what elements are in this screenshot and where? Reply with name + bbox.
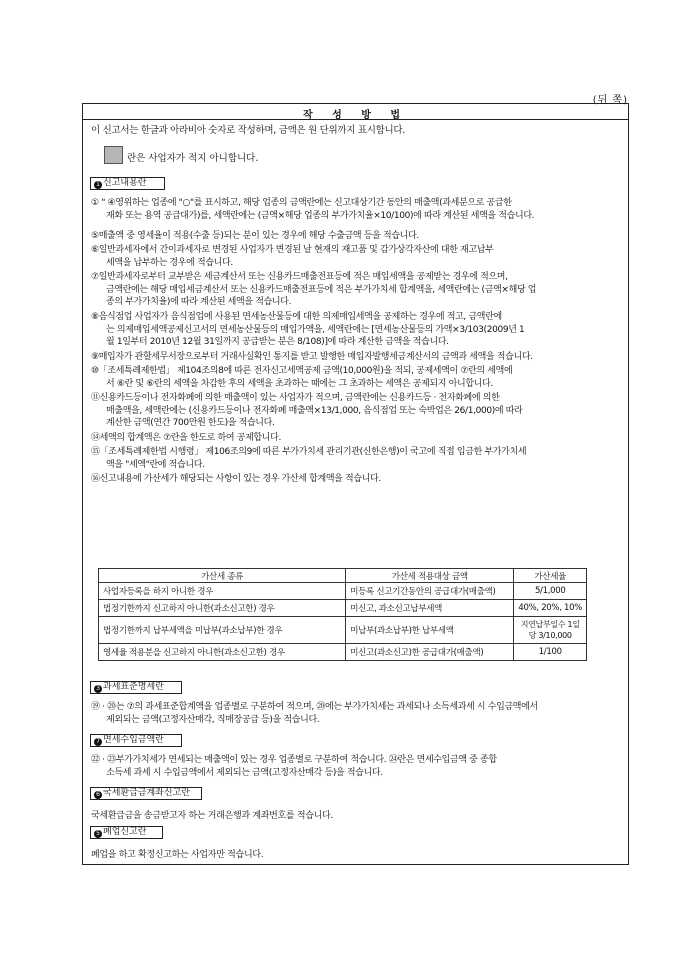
intro-text: 이 신고서는 한글과 아라비아 숫자로 작성하며, 금액은 원 단위까지 표시합니다.: [91, 125, 405, 136]
table-header: 가산세 종류: [99, 569, 346, 583]
table-header-row: [99, 569, 587, 583]
section-label: 국세환급금계좌신고란: [103, 788, 190, 798]
penalty-table: [98, 568, 587, 661]
list-item: ⑨매입자가 관할세무서장으로부터 거래사실확인 통지를 받고 발행한 매입자발행세금계산서의 금액과 세액을 적습니다.: [91, 352, 533, 362]
table-cell: 법정기한까지 신고하지 아니한(과소신고한) 경우: [99, 600, 346, 617]
table-cell: 지연납부일수 1일당 3/10,000: [514, 617, 587, 644]
table-cell: 미납부(과소납부)한 납부세액: [346, 617, 514, 644]
list-item: ⑪신용카드등이나 전자화폐에 의한 매출액이 있는 사업자가 적으며, 금액란에는 신용카드등 · 전자화폐에 의한 매출액을, 세액란에는 (신용카드등이나 전자화폐 매출액×13/1,000, 음식점업 또는 숙박업은 26/1,000)에 따라 계산한 금액(연간 700만원 한도)을 적습니다.: [91, 393, 523, 428]
table-cell: 법정기한까지 납부세액을 미납부(과소납부)한 경우: [99, 617, 346, 644]
table-header: 가산세율: [514, 569, 587, 583]
list-item: ⑤매출액 중 영세율이 적용(수출 등)되는 분이 있는 경우에 해당 수출금액 등을 적습니다.: [91, 231, 419, 241]
table-cell: 영세율 적용분을 신고하지 아니한(과소신고한) 경우: [99, 644, 346, 661]
list-item: ⑦일반과세자로부터 교부받은 세금계산서 또는 신용카드매출전표등에 적은 매입세액을 공제받는 경우에 적으며, 금액란에는 해당 매입세금계산서 또는 신용카드매출전표등에 적은 부가가치세 합계액을, 세액란에는 (금액×해당 업 종의 부가가치율)에 따라 계산된 세액을 적습니다.: [91, 272, 537, 307]
page-side-marker: (뒤 쪽): [592, 95, 628, 106]
section-label: 폐업신고란: [103, 827, 147, 837]
list-item: ① " ④영위하는 업종에 "○"를 표시하고, 해당 업종의 금액란에는 신고대상기간 동안의 매출액(과세분으로 공급한 재화 또는 용역 공급대가)를, 세액란에는 (금액×해당 업종의 부가가치율×10/100)에 따라 계산된 세액을 적습니다.: [91, 198, 535, 221]
list-item: ⑩「조세특례제한법」 제104조의8에 따른 전자신고세액공제 금액(10,000원)을 적되, 공제세액이 ⑦란의 세액에 서 ⑥란 및 ⑥란의 세액을 차감한 후의 세액을 초과하는 때에는 그 초과하는 세액은 공제되지 아니합니다.: [91, 366, 513, 389]
section-header-tax-base: [90, 681, 182, 694]
section-label: 과세표준명세란: [103, 682, 164, 692]
section-header-refund-account: [90, 787, 202, 800]
section-number-icon: 1: [94, 181, 102, 189]
list-item: ⑧음식점업 사업자가 음식점업에 사용된 면세농산물등에 대한 의제매입세액을 공제하는 경우에 적고, 금액란에 는 의제매입세액공제신고서의 면세농산물등의 매입가액을, 세액란에는 [면세농산물등의 가액×3/103(2009년 1 월 1일부터 2010년 12월 31일까지 공급받는 분은 8/108)]에 따라 계산한 금액을 적습니다.: [91, 312, 525, 347]
shaded-field-swatch: [104, 146, 123, 164]
table-cell: 미신고, 과소신고납부세액: [346, 600, 514, 617]
section-header-declaration: [90, 177, 165, 190]
table-cell: 1/100: [514, 644, 587, 661]
list-item: ⑥일반과세자에서 간이과세자로 변경된 사업자가 변경된 날 현재의 재고품 및 감가상각자산에 대한 재고납부 세액을 납부하는 경우에 적습니다.: [91, 245, 494, 268]
section-text-refund-account: 국세환급금을 송금받고자 하는 거래은행과 계좌번호를 적습니다.: [91, 811, 334, 821]
section-header-closure: [90, 826, 163, 839]
section-number-icon: 5: [94, 830, 102, 838]
table-cell: 40%, 20%, 10%: [514, 600, 587, 617]
table-header: 가산세 적용대상 금액: [346, 569, 514, 583]
table-cell: 미신고(과소신고)한 공급대가(매출액): [346, 644, 514, 661]
page-title: 작 성 방 법: [302, 110, 409, 121]
table-row: [99, 617, 587, 644]
section-header-exempt-income: [90, 734, 182, 747]
section-text-tax-base: ⑲ · ⑳는 ⑦의 과세표준합계액을 업종별로 구분하여 적으며, ⑳에는 부가가치세는 과세되나 소득세과세 시 수입금액에서 제외되는 금액(고정자산매각, 직매장공급 등)을 적습니다.: [91, 702, 538, 725]
list-item: ⑯신고내용에 가산세가 해당되는 사항이 있는 경우 가산세 합계액을 적습니다.: [91, 474, 381, 484]
table-cell: 사업자등록을 하지 아니한 경우: [99, 583, 346, 600]
list-item: ⑭세액의 합계액은 ⑦란을 한도로 하여 공제합니다.: [91, 433, 281, 443]
list-item: ⑮「조세특례제한법 시행령」 제106조의9에 따른 부가가치세 관리기관(신한은행)이 국고에 직접 입금한 부가가치세 액을 "세액"란에 적습니다.: [91, 447, 527, 470]
section-label: 신고내용란: [103, 178, 147, 188]
instructions-frame: [82, 103, 629, 865]
shaded-field-note: 란은 사업자가 적지 아니합니다.: [127, 153, 259, 164]
table-row: [99, 644, 587, 661]
title-divider: [83, 119, 628, 120]
table-row: [99, 600, 587, 617]
section-label: 면세수입금액란: [103, 735, 164, 745]
section-number-icon: 7: [94, 738, 102, 746]
table-row: [99, 583, 587, 600]
section-number-icon: 6: [94, 791, 102, 799]
table-cell: 미등록 신고기간동안의 공급대가(매출액): [346, 583, 514, 600]
section-text-closure: 폐업을 하고 확정신고하는 사업자만 적습니다.: [91, 850, 264, 860]
table-cell: 5/1,000: [514, 583, 587, 600]
section-number-icon: 3: [94, 685, 102, 693]
section-text-exempt-income: ㉒ · ㉓부가가치세가 면세되는 매출액이 있는 경우 업종별로 구분하여 적습니다. ㉔란은 면세수입금액 중 종합 소득세 과세 시 수입금액에서 제외되는 금액(고정자산매각 등)을 적습니다.: [91, 755, 497, 778]
